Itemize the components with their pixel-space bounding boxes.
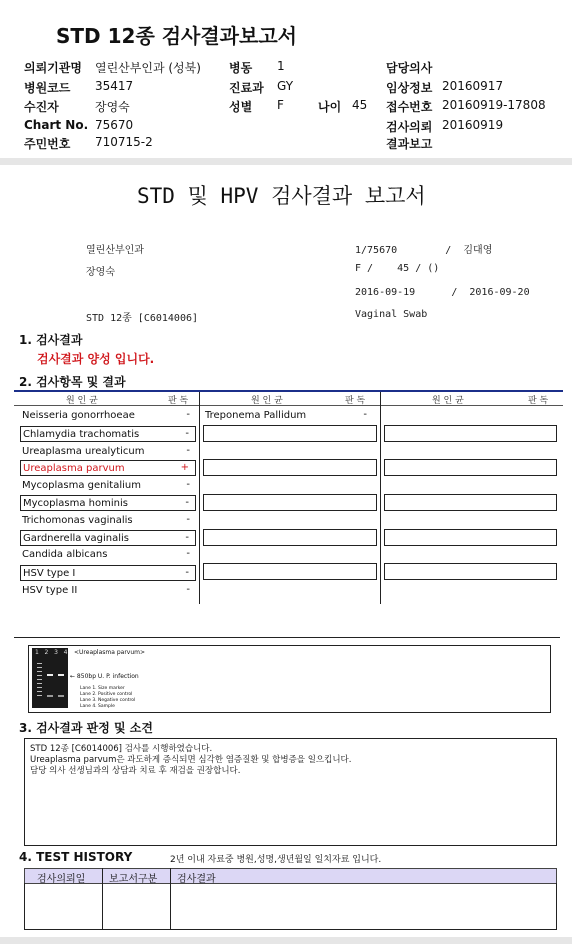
section-divider (0, 158, 572, 165)
clinical-info-label: 임상정보 (386, 81, 433, 95)
history-table-body (24, 883, 557, 930)
column-divider (199, 392, 200, 604)
pathogen-name: Treponema Pallidum (205, 410, 307, 421)
rrn-value: 710715-2 (95, 135, 153, 149)
column-divider (380, 392, 381, 604)
pathogen-row (20, 408, 196, 424)
chart-no-label: Chart No. (24, 118, 89, 132)
pathogen-result: - (363, 409, 367, 420)
pathogen-result: - (186, 584, 190, 595)
history-note: 2년 이내 자료중 병원,성명,생년월일 일치자료 입니다. (170, 855, 382, 865)
empty-cell (203, 563, 377, 580)
history-col-result: 검사결과 (177, 874, 216, 885)
receipt-number-label: 접수번호 (386, 100, 433, 114)
empty-cell (384, 425, 557, 442)
empty-cell (203, 459, 377, 476)
ward-value: 1 (277, 59, 285, 73)
gel-band (37, 663, 42, 699)
positive-result-text: 검사결과 양성 입니다. (37, 352, 155, 366)
pathogen-name: Trichomonas vaginalis (22, 515, 133, 526)
sex-label: 성별 (229, 100, 253, 114)
bottom-band (0, 937, 572, 944)
pathogen-result: - (186, 514, 190, 525)
empty-cell (203, 425, 377, 442)
pathogen-name: Chlamydia trachomatis (23, 429, 140, 440)
patient-name: 장영숙 (86, 267, 115, 278)
institution-label: 의뢰기관명 (24, 61, 82, 75)
dept-value: GY (277, 79, 294, 93)
gel-band (58, 695, 64, 697)
pathogen-result: - (186, 409, 190, 420)
report-status-label: 결과보고 (386, 137, 433, 151)
empty-cell (203, 529, 377, 546)
divider (14, 637, 560, 638)
request-date-label: 검사의뢰 (386, 120, 433, 134)
report-header-title: STD 12종 검사결과보고서 (56, 24, 297, 48)
pathogen-row (20, 583, 196, 599)
history-col-request-date: 검사의뢰일 (37, 874, 86, 885)
receipt-number-value: 20160919-17808 (442, 98, 546, 112)
pathogen-result: - (186, 479, 190, 490)
pathogen-row (20, 530, 196, 546)
hospital-code-value: 35417 (95, 79, 134, 93)
empty-cell (384, 529, 557, 546)
gel-legend-item: Lane 3. Negative control (80, 698, 136, 703)
empty-cell (384, 459, 557, 476)
pathogen-result: - (185, 532, 189, 543)
pathogen-name: HSV type II (22, 585, 78, 596)
findings-line: Ureaplasma parvum은 과도하게 증식되면 심각한 염증질환 및 합병증을 일으킵니다. (30, 755, 352, 765)
col-judgment-header: 판 독 (345, 396, 366, 406)
ward-label: 병동 (229, 61, 253, 75)
col-pathogen-header: 원 인 균 (251, 396, 283, 406)
pathogen-name: Ureaplasma urealyticum (22, 446, 145, 457)
empty-cell (384, 494, 557, 511)
empty-cell (384, 563, 557, 580)
rrn-label: 주민번호 (24, 137, 71, 151)
pathogen-name: Candida albicans (22, 549, 108, 560)
findings-line: 담당 의사 선생님과의 상담과 치료 후 재검을 권장합니다. (30, 766, 241, 776)
test-code: STD 12종 [C6014006] (86, 313, 199, 324)
pathogen-row (20, 565, 196, 581)
chart-doctor: 1/75670 / 김대영 (355, 245, 493, 256)
pathogen-row (20, 547, 196, 563)
specimen: Vaginal Swab (355, 309, 428, 320)
table-header-col2 (199, 390, 380, 406)
gel-band-label: ← 850bp U. P. infection (70, 673, 139, 680)
gel-caption: <Ureaplasma parvum> (74, 649, 146, 656)
pathogen-row (20, 444, 196, 460)
doctor-label: 담당의사 (386, 61, 433, 75)
report-title: STD 및 HPV 검사결과 보고서 (137, 184, 426, 208)
hospital-code-label: 병원코드 (24, 81, 71, 95)
pathogen-name: Gardnerella vaginalis (23, 533, 129, 544)
gel-lane-numbers: 1 2 3 4 (35, 649, 68, 656)
pathogen-row-positive (20, 460, 196, 476)
pathogen-name: Mycoplasma hominis (23, 498, 128, 509)
table-header-col1 (14, 390, 199, 406)
history-col-report-type: 보고서구분 (109, 874, 158, 885)
gel-band (47, 674, 53, 676)
pathogen-name: Ureaplasma parvum (23, 463, 125, 474)
pathogen-row (20, 495, 196, 511)
pathogen-row (20, 513, 196, 529)
col-pathogen-header: 원 인 균 (66, 396, 98, 406)
pathogen-row (20, 426, 196, 442)
section4-title: 4. TEST HISTORY (19, 850, 133, 864)
gel-band (47, 695, 53, 697)
pathogen-result: - (185, 567, 189, 578)
pathogen-name: HSV type I (23, 568, 76, 579)
section3-title: 3. 검사결과 판정 및 소견 (19, 721, 153, 735)
pathogen-name: Neisseria gonorrhoeae (22, 410, 135, 421)
patient-value: 장영숙 (95, 100, 130, 114)
dept-label: 진료과 (229, 81, 264, 95)
institution-value: 열린산부인과 (성북) (95, 61, 201, 75)
clinic-name: 열린산부인과 (86, 245, 144, 256)
section1-title: 1. 검사결과 (19, 333, 83, 347)
section2-title: 2. 검사항목 및 결과 (19, 375, 126, 389)
pathogen-result: - (185, 428, 189, 439)
gel-band (58, 674, 64, 676)
pathogen-result: + (180, 462, 189, 473)
sex-age: F / 45 / () (355, 263, 440, 274)
age-value: 45 (352, 98, 368, 112)
pathogen-result: - (186, 445, 190, 456)
report-dates: 2016-09-19 / 2016-09-20 (355, 287, 530, 298)
pathogen-result: - (185, 497, 189, 508)
age-label: 나이 (318, 100, 342, 114)
gel-electrophoresis-image (32, 648, 68, 708)
history-col-divider (170, 868, 171, 930)
findings-line: STD 12종 [C6014006] 검사를 시행하였습니다. (30, 744, 213, 754)
sex-value: F (277, 98, 284, 112)
col-judgment-header: 판 독 (528, 396, 549, 406)
col-pathogen-header: 원 인 균 (432, 396, 464, 406)
table-header-col3 (380, 390, 563, 406)
history-table-header (24, 868, 557, 884)
pathogen-row (203, 408, 377, 424)
request-date-value: 20160919 (442, 118, 504, 132)
patient-label: 수진자 (24, 100, 59, 114)
pathogen-row (20, 478, 196, 494)
empty-cell (203, 494, 377, 511)
gel-legend-item: Lane 2. Positive control (80, 692, 133, 697)
history-col-divider (102, 868, 103, 930)
pathogen-name: Mycoplasma genitalium (22, 480, 141, 491)
gel-legend-item: Lane 4. Sample (80, 704, 115, 709)
pathogen-result: - (186, 548, 190, 559)
chart-no-value: 75670 (95, 118, 134, 132)
gel-legend-item: Lane 1. Size marker (80, 686, 125, 691)
col-judgment-header: 판 독 (168, 396, 189, 406)
clinical-info-value: 20160917 (442, 79, 504, 93)
